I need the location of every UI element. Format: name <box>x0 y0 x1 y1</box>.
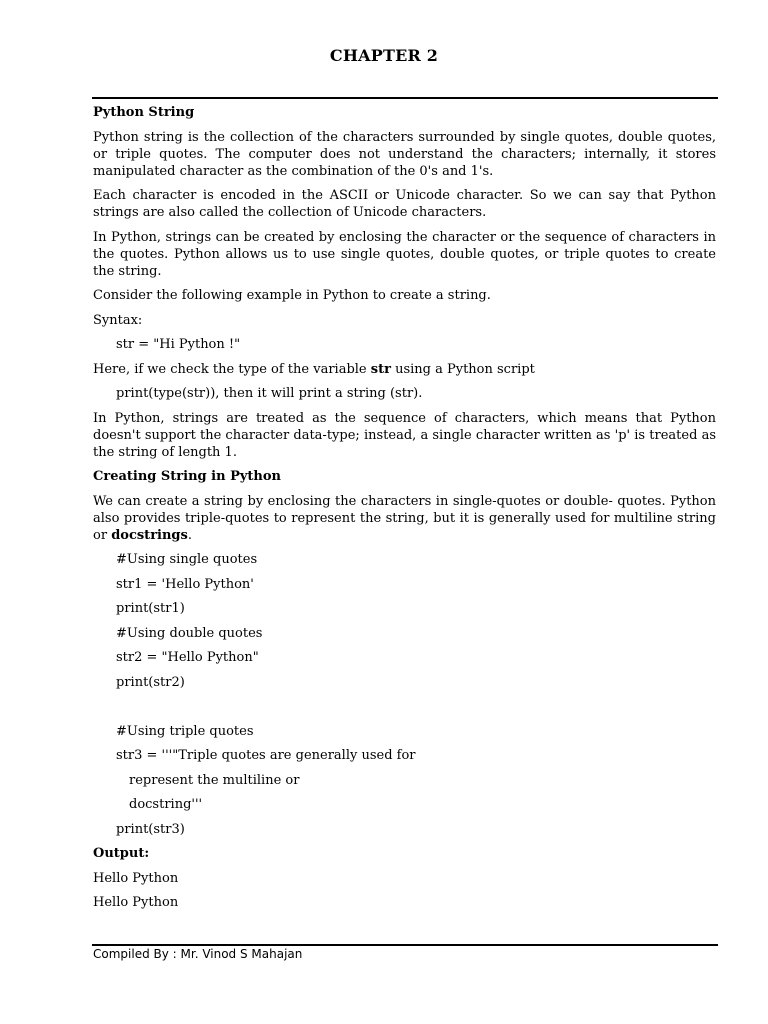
type-code: print(type(str)), then it will print a string (str). <box>116 386 423 401</box>
code-line-continued: represent the multiline or <box>129 772 300 788</box>
docstrings-term: docstrings <box>111 527 188 543</box>
creating-intro-end: . <box>187 527 192 543</box>
section-heading-python-string: Python String <box>93 105 195 120</box>
type-check-text-end: using a Python script <box>390 361 535 377</box>
output-label: Output: <box>93 846 150 861</box>
type-check-variable: str <box>370 361 391 377</box>
code-line: str3 = '''"Triple quotes are generally used for <box>116 748 416 763</box>
section-heading-creating-string: Creating String in Python <box>93 469 281 484</box>
paragraph-string-definition: Python string is the collection of the characters surrounded by single quotes, double quotes, or triple quotes. The computer does not understand the characters; internally, it stores manipulated character as the combination of the 0's and 1's. <box>93 129 716 179</box>
code-line: str2 = "Hello Python" <box>116 650 259 665</box>
code-line: print(str1) <box>116 601 185 616</box>
header-rule <box>92 97 718 99</box>
footer-rule <box>92 944 718 946</box>
output-line: Hello Python <box>93 895 179 910</box>
paragraph-creation: In Python, strings can be created by enclosing the character or the sequence of characters in the quotes. Python allows us to use single quotes, double quotes, or triple quotes to create the string. <box>93 229 716 279</box>
code-line: #Using triple quotes <box>116 723 254 739</box>
syntax-code: str = "Hi Python !" <box>116 337 241 352</box>
syntax-label: Syntax: <box>93 312 143 328</box>
paragraph-encoding: Each character is encoded in the ASCII or Unicode character. So we can say that Python strings are also called the collection of Unicode characters. <box>93 188 716 220</box>
chapter-title: CHAPTER 2 <box>329 46 439 65</box>
page-content <box>93 104 716 919</box>
code-line: #Using single quotes <box>116 552 258 567</box>
creating-intro-text: We can create a string by enclosing the characters in single-quotes or double- quotes. Python also provides triple-quotes to represent the string, but it is generally used for multiline string or <box>93 493 716 543</box>
code-line: print(str3) <box>116 821 185 837</box>
output-line: Hello Python <box>93 870 179 886</box>
footer-text: Compiled By : Mr. Vinod S Mahajan <box>93 947 303 961</box>
type-check-text: Here, if we check the type of the variable <box>93 361 371 377</box>
paragraph-example-intro: Consider the following example in Python to create a string. <box>93 288 491 303</box>
code-line: #Using double quotes <box>116 625 263 641</box>
paragraph-type-check <box>93 361 716 378</box>
code-line-continued: docstring''' <box>129 797 203 812</box>
blank-line <box>93 698 716 723</box>
paragraph-creating-intro <box>93 493 716 544</box>
code-line: str1 = 'Hello Python' <box>116 576 254 592</box>
paragraph-sequence: In Python, strings are treated as the sequence of characters, which means that Python doesn't support the character data-type; instead, a single character written as 'p' is treated as the string of length 1. <box>93 410 716 460</box>
code-line: print(str2) <box>116 674 185 690</box>
